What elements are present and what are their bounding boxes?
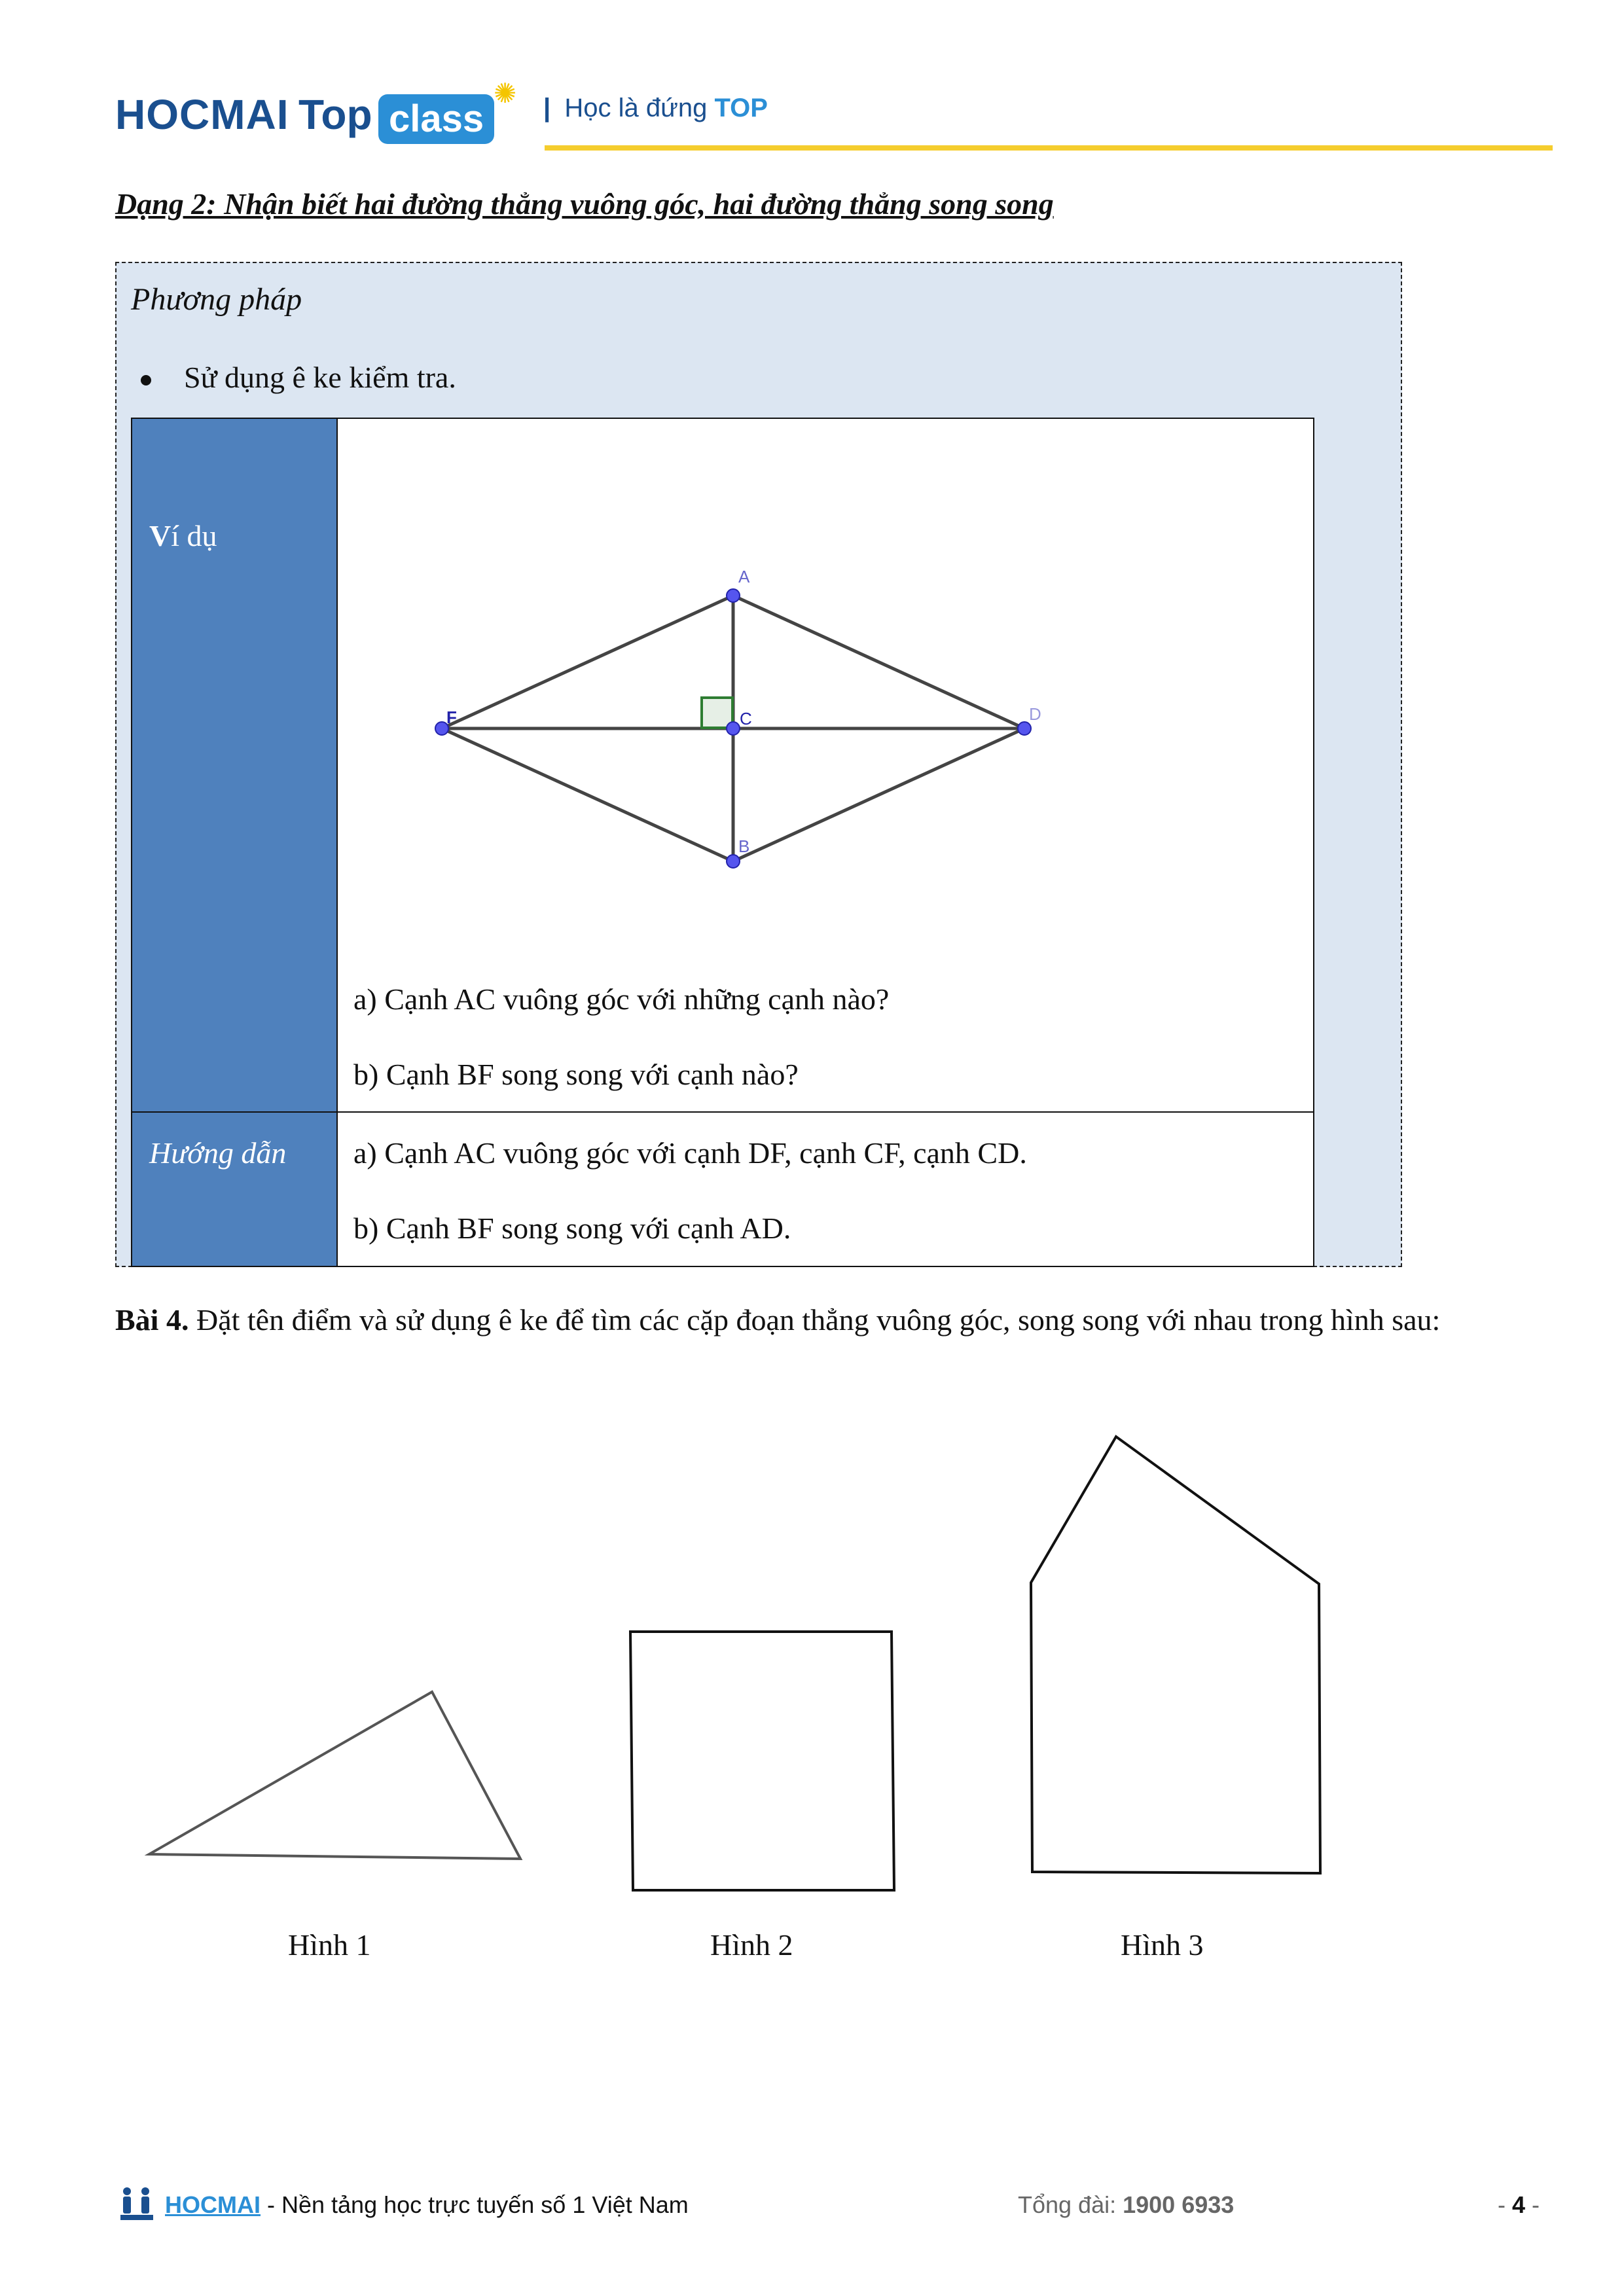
page-prefix: - <box>1498 2191 1512 2218</box>
example-label <box>149 518 217 553</box>
example-question-a: a) Cạnh AC vuông góc với những cạnh nào? <box>353 982 890 1016</box>
figure-2-square <box>630 1632 894 1890</box>
header-tagline <box>543 94 768 123</box>
exercise-4 <box>115 1289 1516 1351</box>
label-b: B <box>738 836 750 856</box>
point-a <box>727 589 740 602</box>
rhombus-diagram <box>419 556 1047 884</box>
logo-hocmai-text: HOCMAI <box>115 91 289 138</box>
example-label-rest: í dụ <box>171 519 217 552</box>
hocmai-footer-icon <box>115 2186 158 2223</box>
label-f: F <box>446 708 457 727</box>
point-d <box>1018 722 1031 735</box>
figure-2-label: Hình 2 <box>710 1928 793 1962</box>
figure-1-triangle <box>149 1692 520 1859</box>
page-suffix: - <box>1525 2191 1540 2218</box>
exercise-figures <box>0 1407 1624 1931</box>
logo-class-badge: class <box>378 94 494 144</box>
example-label-initial: V <box>149 519 171 552</box>
footer-slogan <box>165 2191 689 2219</box>
figure-1-label: Hình 1 <box>288 1928 371 1962</box>
method-bullet <box>141 360 456 395</box>
bullet-icon <box>141 375 151 386</box>
point-c <box>727 722 740 735</box>
example-question-b: b) Cạnh BF song song với cạnh nào? <box>353 1058 799 1091</box>
page-number <box>1498 2191 1540 2219</box>
right-angle-marker <box>702 698 732 728</box>
label-a: A <box>738 567 750 586</box>
table-divider-vertical <box>336 419 338 1266</box>
tagline-top: TOP <box>714 94 768 122</box>
footer-slogan-text: - Nền tảng học trực tuyến số 1 Việt Nam <box>261 2191 689 2218</box>
segment-fa <box>442 596 733 728</box>
page-number-value: 4 <box>1512 2191 1526 2218</box>
hotline-label: Tổng đài: <box>1018 2191 1123 2218</box>
point-b <box>727 855 740 868</box>
guide-answer-a: a) Cạnh AC vuông góc với cạnh DF, cạnh CF, cạnh CD. <box>353 1136 1027 1170</box>
figure-3-pentagon <box>1031 1437 1320 1873</box>
table-divider-horizontal <box>132 1111 1313 1113</box>
exercise-number: Bài 4. <box>115 1303 189 1336</box>
method-label: Phương pháp <box>131 282 302 317</box>
hotline-number: 1900 6933 <box>1123 2191 1235 2218</box>
figure-3-label: Hình 3 <box>1121 1928 1204 1962</box>
hocmai-topclass-logo <box>115 77 521 149</box>
tagline-text: Học là đứng <box>564 94 708 122</box>
guide-answer-b: b) Cạnh BF song song với cạnh AD. <box>353 1211 791 1245</box>
segment-ad <box>733 596 1024 728</box>
footer-hotline <box>1018 2191 1234 2219</box>
tagline-separator: | <box>543 94 551 122</box>
exercise-text: Đặt tên điểm và sử dụng ê ke để tìm các cặp đoạn thẳng vuông góc, song song với nhau trong hình sau: <box>189 1303 1441 1336</box>
label-d: D <box>1029 704 1041 724</box>
segment-bf <box>442 728 733 861</box>
footer-brand-link[interactable]: HOCMAI <box>165 2191 261 2218</box>
header-divider <box>545 145 1553 151</box>
segment-db <box>733 728 1024 861</box>
sun-icon: ✺ <box>494 79 517 109</box>
method-bullet-text: Sử dụng ê ke kiểm tra. <box>184 361 456 394</box>
section-title: Dạng 2: Nhận biết hai đường thẳng vuông góc, hai đường thẳng song song <box>115 187 1054 221</box>
guide-label: Hướng dẫn <box>149 1136 287 1170</box>
logo-top-text: Top <box>298 91 372 138</box>
label-c: C <box>740 709 752 728</box>
